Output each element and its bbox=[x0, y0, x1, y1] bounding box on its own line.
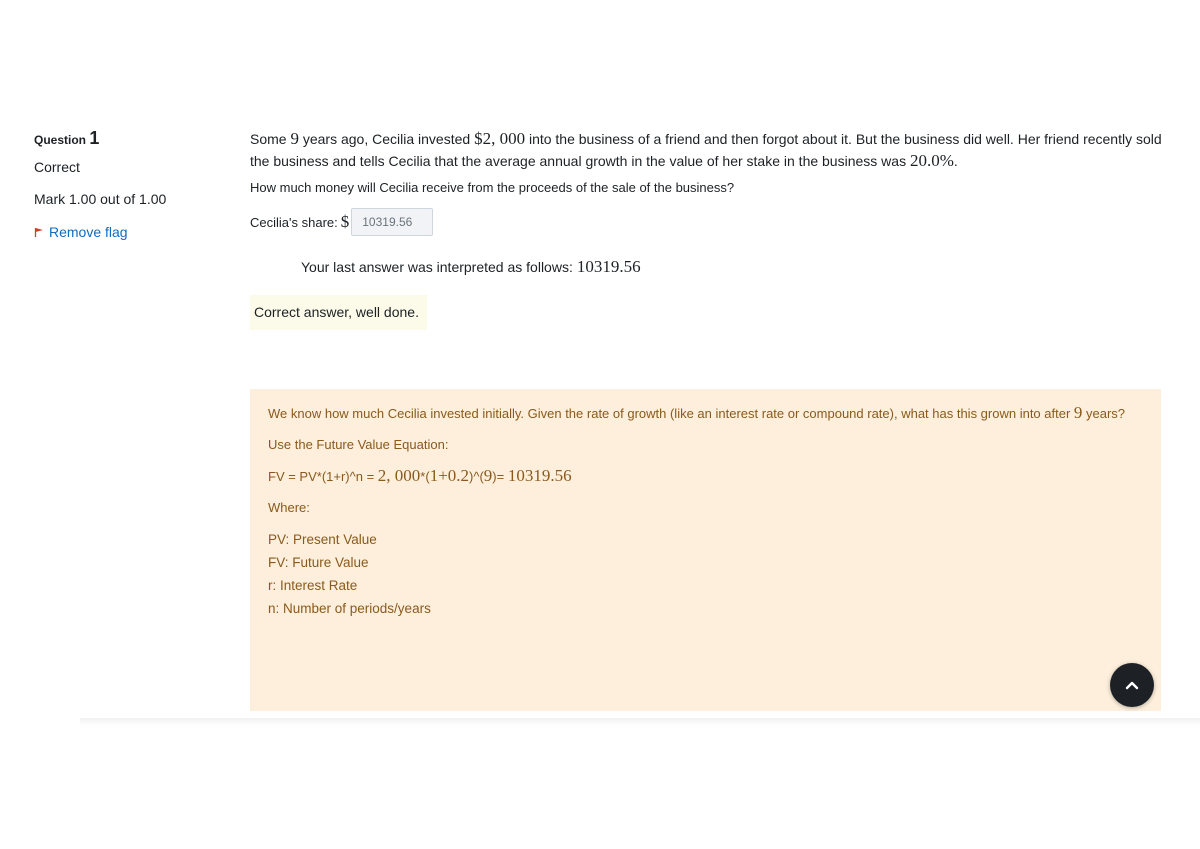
definition-item: r: Interest Rate bbox=[268, 578, 358, 593]
specific-feedback: Correct answer, well done. bbox=[250, 295, 427, 330]
question-number bbox=[34, 128, 224, 149]
interpretation-label: Your last answer was interpreted as follows: bbox=[301, 259, 573, 275]
feedback-definitions bbox=[268, 528, 1143, 620]
remove-flag-link[interactable] bbox=[34, 224, 224, 240]
answer-row bbox=[250, 206, 1162, 238]
currency-symbol: $ bbox=[340, 212, 350, 231]
chevron-up-icon bbox=[1125, 680, 1139, 690]
remove-flag-label[interactable]: Remove flag bbox=[49, 224, 128, 240]
back-to-top-button[interactable] bbox=[1110, 663, 1154, 707]
feedback-intro: We know how much Cecilia invested initially. Given the rate of growth (like an interest rate or compound rate), what has this grown into after 9 years? bbox=[268, 403, 1126, 422]
interpretation-value: 10319.56 bbox=[576, 257, 641, 276]
interpretation bbox=[301, 256, 1162, 278]
definition-item: n: Number of periods/years bbox=[268, 601, 431, 616]
feedback-equation-label: Use the Future Value Equation: bbox=[268, 437, 449, 452]
answer-label: Cecilia's share: bbox=[250, 214, 338, 230]
definition-item: PV: Present Value bbox=[268, 532, 377, 547]
question-prompt: How much money will Cecilia receive from the proceeds of the sale of the business? bbox=[250, 180, 735, 195]
question-info bbox=[34, 128, 224, 240]
feedback-equation: FV = PV*(1+r)^n = 2, 000*(1+0.2)^(9)= 10319.56 bbox=[268, 466, 572, 485]
footer-divider bbox=[80, 718, 1200, 726]
question-state: Correct bbox=[34, 159, 80, 175]
definition-item: FV: Future Value bbox=[268, 555, 369, 570]
question-content bbox=[250, 128, 1162, 330]
question-label: Question bbox=[34, 133, 87, 147]
flag-icon bbox=[34, 227, 44, 237]
feedback-where: Where: bbox=[268, 500, 310, 515]
general-feedback bbox=[250, 389, 1161, 711]
question-text: Some 9 years ago, Cecilia invested $2, 000 into the business of a friend and then forgot about it. But the business did well. Her friend recently sold the business and tells Cecilia that the average annual growth in the value of her stake in the business was 20.0%. bbox=[250, 129, 1162, 170]
answer-input[interactable] bbox=[351, 208, 433, 236]
question-grade: Mark 1.00 out of 1.00 bbox=[34, 191, 167, 207]
question-number-value: 1 bbox=[89, 128, 100, 148]
